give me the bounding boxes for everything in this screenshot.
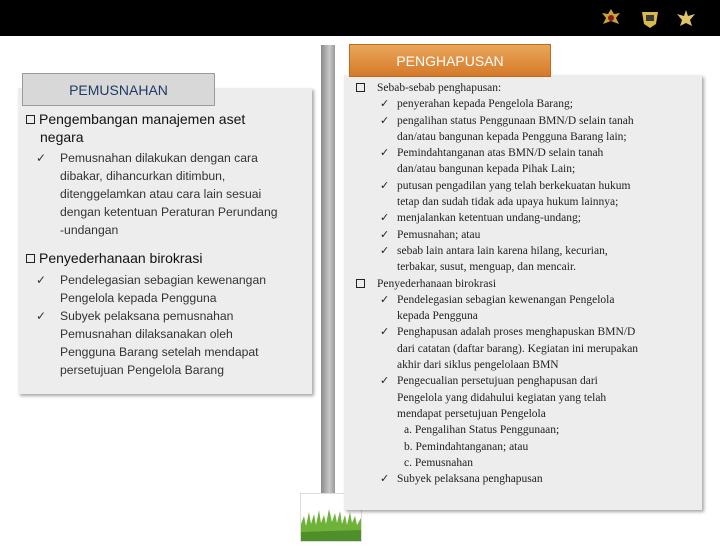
checkmark-icon: ✓ (380, 114, 390, 127)
section-heading: Penyederhanaan birokrasi (26, 249, 310, 267)
ministry-seal-icon (639, 6, 661, 30)
list-item: ✓ putusan pengadilan yang telah berkekuatan hukum tetap dan sudah tidak ada upaya hukum lainnya; (380, 179, 631, 209)
checkmark-icon: ✓ (380, 473, 390, 486)
list-item: ✓ pengalihan status Penggunaan BMN/D selain tanah dan/atau bangunan kepada Pengguna Barang lain; (380, 114, 634, 143)
section-heading: Sebab-sebab penghapusan: (352, 80, 700, 96)
list-item: ✓ Pengecualian persetujuan penghapusan dari Pengelola yang didahului kegiatan yang telah mendapat persetujuan Pengelola (380, 375, 607, 420)
list-item: ✓ sebab lain antara lain karena hilang, kecurian, terbakar, susut, menguap, dan mencair. (380, 244, 608, 274)
list-item: ✓ Pemusnahan; atau (352, 227, 700, 243)
checkmark-icon: ✓ (380, 147, 390, 160)
checkmark-icon: ✓ (380, 244, 390, 257)
checkmark-icon: ✓ (380, 375, 390, 388)
list-item: ✓ Subyek pelaksana penghapusan (352, 471, 700, 487)
square-bullet-icon (26, 254, 35, 263)
garuda-emblem-icon (600, 6, 622, 30)
list-item: ✓ menjalankan ketentuan undang-undang; (352, 210, 700, 226)
eagle-emblem-icon (675, 6, 697, 30)
list-item: ✓ penyerahan kepada Pengelola Barang; (352, 96, 700, 112)
list-item: ✓ Pendelegasian sebagian kewenangan Pengelola kepada Pengguna (380, 293, 615, 323)
list-item: ✓ Pemusnahan dilakukan dengan cara dibakar, dihancurkan ditimbun, ditenggelamkan atau cara lain sesuai dengan ketentuan Peraturan Perundang -undangan (36, 151, 278, 237)
square-bullet-icon (356, 83, 365, 92)
checkmark-icon: ✓ (380, 326, 390, 339)
list-item: ✓ Subyek pelaksana pemusnahan Pemusnahan dilaksanakan oleh Pengguna Barang setelah mendapat persetujuan Pengelola Barang (36, 309, 259, 377)
section-heading-cont: negara (40, 129, 84, 145)
center-divider (321, 45, 335, 495)
left-content (26, 110, 310, 379)
penghapusan-title: PENGHAPUSAN (349, 44, 551, 77)
checkmark-icon: ✓ (380, 293, 390, 306)
right-content (352, 80, 700, 487)
checkmark-icon: ✓ (380, 179, 390, 192)
sub-item: a. Pengalihan Status Penggunaan; (404, 424, 560, 437)
sub-item: b. Pemindahtanganan; atau (404, 440, 529, 453)
checkmark-icon: ✓ (36, 309, 47, 323)
pemusnahan-title: PEMUSNAHAN (22, 73, 215, 106)
square-bullet-icon (356, 279, 365, 288)
checkmark-icon: ✓ (36, 151, 47, 165)
top-banner (0, 0, 720, 36)
list-item: ✓ Penghapusan adalah proses menghapuskan BMN/D dari catatan (daftar barang). Kegiatan ini merupakan akhir dari siklus pengelolaan BMN (380, 326, 639, 372)
checkmark-icon: ✓ (380, 212, 390, 225)
checkmark-icon: ✓ (380, 228, 390, 241)
checkmark-icon: ✓ (36, 273, 47, 287)
square-bullet-icon (26, 115, 35, 124)
sub-item: c. Pemusnahan (404, 456, 473, 469)
section-heading: Penyederhanaan birokrasi (352, 276, 700, 292)
list-item: ✓ Pemindahtanganan atas BMN/D selain tanah dan/atau bangunan kepada Pihak Lain; (380, 147, 604, 176)
list-item: ✓ Pendelegasian sebagian kewenangan Pengelola kepada Pengguna (36, 273, 267, 305)
section-heading: Pengembangan manajemen aset (26, 110, 310, 128)
checkmark-icon: ✓ (380, 98, 390, 111)
